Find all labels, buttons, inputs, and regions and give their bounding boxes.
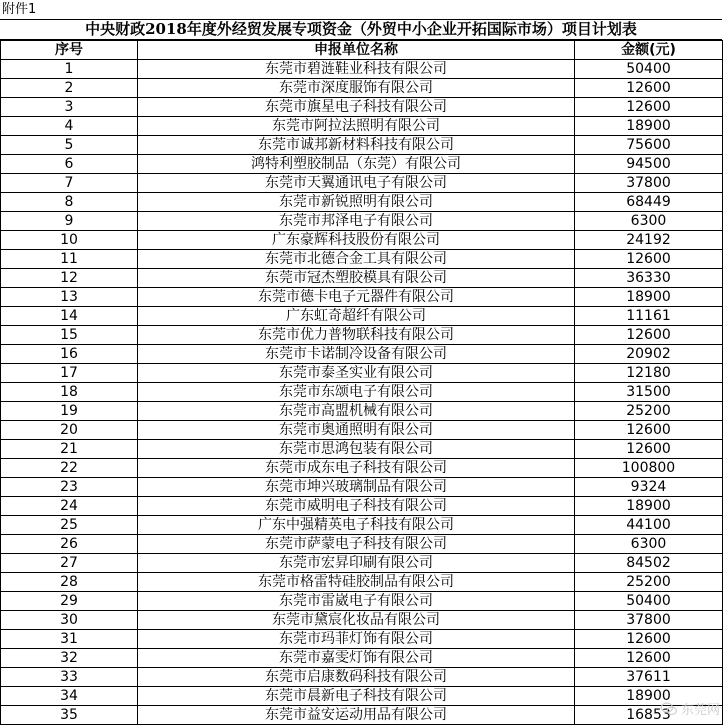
row-company: 东莞市晨新电子科技有限公司 [138, 687, 575, 706]
row-index: 9 [1, 212, 138, 231]
row-index: 15 [1, 326, 138, 345]
row-amount: 68449 [575, 193, 723, 212]
row-index: 3 [1, 98, 138, 117]
row-company: 鸿特利塑胶制品（东莞）有限公司 [138, 155, 575, 174]
table-row [1, 79, 723, 98]
row-amount: 12600 [575, 630, 723, 649]
row-index: 31 [1, 630, 138, 649]
table-row [1, 174, 723, 193]
row-amount: 31500 [575, 383, 723, 402]
row-company: 东莞市泰圣实业有限公司 [138, 364, 575, 383]
row-index: 7 [1, 174, 138, 193]
row-amount: 16853 [575, 706, 723, 725]
table-row [1, 136, 723, 155]
table-row [1, 668, 723, 687]
row-index: 1 [1, 60, 138, 79]
header-row [1, 41, 723, 60]
row-amount: 18900 [575, 117, 723, 136]
row-company: 东莞市冠杰塑胶模具有限公司 [138, 269, 575, 288]
row-index: 2 [1, 79, 138, 98]
row-amount: 37800 [575, 174, 723, 193]
row-index: 8 [1, 193, 138, 212]
row-company: 东莞市成东电子科技有限公司 [138, 459, 575, 478]
row-index: 33 [1, 668, 138, 687]
row-amount: 25200 [575, 573, 723, 592]
row-index: 13 [1, 288, 138, 307]
watermark [660, 699, 720, 718]
table-row [1, 326, 723, 345]
row-index: 17 [1, 364, 138, 383]
row-index: 30 [1, 611, 138, 630]
row-index: 4 [1, 117, 138, 136]
table-row [1, 497, 723, 516]
row-amount: 12180 [575, 364, 723, 383]
row-index: 6 [1, 155, 138, 174]
row-index: 25 [1, 516, 138, 535]
row-amount: 36330 [575, 269, 723, 288]
row-company: 东莞市新锐照明有限公司 [138, 193, 575, 212]
row-amount: 12600 [575, 250, 723, 269]
row-company: 东莞市黛宸化妆品有限公司 [138, 611, 575, 630]
row-index: 35 [1, 706, 138, 725]
row-index: 19 [1, 402, 138, 421]
row-amount: 18900 [575, 288, 723, 307]
row-amount: 20902 [575, 345, 723, 364]
row-company: 东莞市雷崴电子有限公司 [138, 592, 575, 611]
row-company: 东莞市益安运动用品有限公司 [138, 706, 575, 725]
table-row [1, 212, 723, 231]
row-company: 东莞市优力普物联科技有限公司 [138, 326, 575, 345]
table-title: 中央财政2018年度外经贸发展专项资金（外贸中小企业开拓国际市场）项目计划表 [0, 20, 722, 40]
wechat-icon [660, 702, 678, 716]
row-index: 11 [1, 250, 138, 269]
row-index: 20 [1, 421, 138, 440]
row-company: 东莞市诚邦新材料科技有限公司 [138, 136, 575, 155]
row-company: 东莞市萨蒙电子科技有限公司 [138, 535, 575, 554]
table-row [1, 535, 723, 554]
table-row [1, 459, 723, 478]
table-row [1, 269, 723, 288]
row-amount: 11161 [575, 307, 723, 326]
row-company: 东莞市邦泽电子有限公司 [138, 212, 575, 231]
row-amount: 12600 [575, 98, 723, 117]
row-company: 广东虹奇超纤有限公司 [138, 307, 575, 326]
table-row [1, 421, 723, 440]
header-company: 申报单位名称 [138, 41, 575, 60]
row-company: 东莞市深度服饰有限公司 [138, 79, 575, 98]
header-index: 序号 [1, 41, 138, 60]
row-company: 东莞市阿拉法照明有限公司 [138, 117, 575, 136]
row-company: 东莞市北德合金工具有限公司 [138, 250, 575, 269]
row-company: 东莞市宏昇印刷有限公司 [138, 554, 575, 573]
table-row [1, 706, 723, 725]
row-company: 东莞市碧涟鞋业科技有限公司 [138, 60, 575, 79]
row-amount: 84502 [575, 554, 723, 573]
header-amount: 金额(元) [575, 41, 723, 60]
table-row [1, 516, 723, 535]
table-row [1, 478, 723, 497]
table-row [1, 573, 723, 592]
row-amount: 12600 [575, 440, 723, 459]
row-index: 26 [1, 535, 138, 554]
row-amount: 12600 [575, 421, 723, 440]
row-company: 东莞市威明电子科技有限公司 [138, 497, 575, 516]
row-index: 24 [1, 497, 138, 516]
table-row [1, 687, 723, 706]
row-company: 东莞市天翼通讯电子有限公司 [138, 174, 575, 193]
table-row [1, 60, 723, 79]
row-index: 12 [1, 269, 138, 288]
row-index: 10 [1, 231, 138, 250]
table-row [1, 592, 723, 611]
row-amount: 6300 [575, 212, 723, 231]
row-amount: 94500 [575, 155, 723, 174]
row-company: 东莞市嘉雯灯饰有限公司 [138, 649, 575, 668]
table-row [1, 554, 723, 573]
row-amount: 50400 [575, 60, 723, 79]
table-row [1, 364, 723, 383]
row-amount: 18900 [575, 687, 723, 706]
row-company: 东莞市奥通照明有限公司 [138, 421, 575, 440]
table-row [1, 193, 723, 212]
row-index: 18 [1, 383, 138, 402]
row-company: 东莞市玛菲灯饰有限公司 [138, 630, 575, 649]
table-row [1, 98, 723, 117]
table-row [1, 345, 723, 364]
row-amount: 9324 [575, 478, 723, 497]
row-amount: 75600 [575, 136, 723, 155]
watermark-text: 东莞网 [680, 703, 720, 718]
row-index: 27 [1, 554, 138, 573]
row-index: 16 [1, 345, 138, 364]
row-index: 28 [1, 573, 138, 592]
row-amount: 25200 [575, 402, 723, 421]
row-amount: 6300 [575, 535, 723, 554]
table-row [1, 231, 723, 250]
row-amount: 50400 [575, 592, 723, 611]
row-amount: 44100 [575, 516, 723, 535]
row-index: 22 [1, 459, 138, 478]
row-company: 东莞市思鸿包装有限公司 [138, 440, 575, 459]
table-row [1, 630, 723, 649]
row-company: 东莞市高盟机械有限公司 [138, 402, 575, 421]
row-index: 29 [1, 592, 138, 611]
table-row [1, 155, 723, 174]
table-row [1, 307, 723, 326]
row-index: 5 [1, 136, 138, 155]
row-company: 东莞市旗星电子科技有限公司 [138, 98, 575, 117]
row-amount: 12600 [575, 326, 723, 345]
row-company: 东莞市卡诺制冷设备有限公司 [138, 345, 575, 364]
row-amount: 18900 [575, 497, 723, 516]
row-index: 34 [1, 687, 138, 706]
row-index: 23 [1, 478, 138, 497]
row-company: 东莞市启康数码科技有限公司 [138, 668, 575, 687]
row-amount: 12600 [575, 649, 723, 668]
table-row [1, 288, 723, 307]
row-company: 广东豪辉科技股份有限公司 [138, 231, 575, 250]
table-row [1, 440, 723, 459]
row-company: 东莞市东颂电子有限公司 [138, 383, 575, 402]
table-row [1, 117, 723, 136]
attachment-label: 附件1 [0, 0, 722, 20]
project-plan-table [0, 40, 723, 725]
row-company: 东莞市德卡电子元器件有限公司 [138, 288, 575, 307]
row-company: 东莞市坤兴玻璃制品有限公司 [138, 478, 575, 497]
row-amount: 37800 [575, 611, 723, 630]
table-row [1, 383, 723, 402]
row-amount: 100800 [575, 459, 723, 478]
row-index: 14 [1, 307, 138, 326]
row-amount: 37611 [575, 668, 723, 687]
row-amount: 24192 [575, 231, 723, 250]
row-amount: 12600 [575, 79, 723, 98]
row-company: 东莞市格雷特硅胶制品有限公司 [138, 573, 575, 592]
row-index: 21 [1, 440, 138, 459]
row-index: 32 [1, 649, 138, 668]
table-row [1, 649, 723, 668]
table-row [1, 250, 723, 269]
row-company: 广东中强精英电子科技有限公司 [138, 516, 575, 535]
table-row [1, 402, 723, 421]
table-row [1, 611, 723, 630]
